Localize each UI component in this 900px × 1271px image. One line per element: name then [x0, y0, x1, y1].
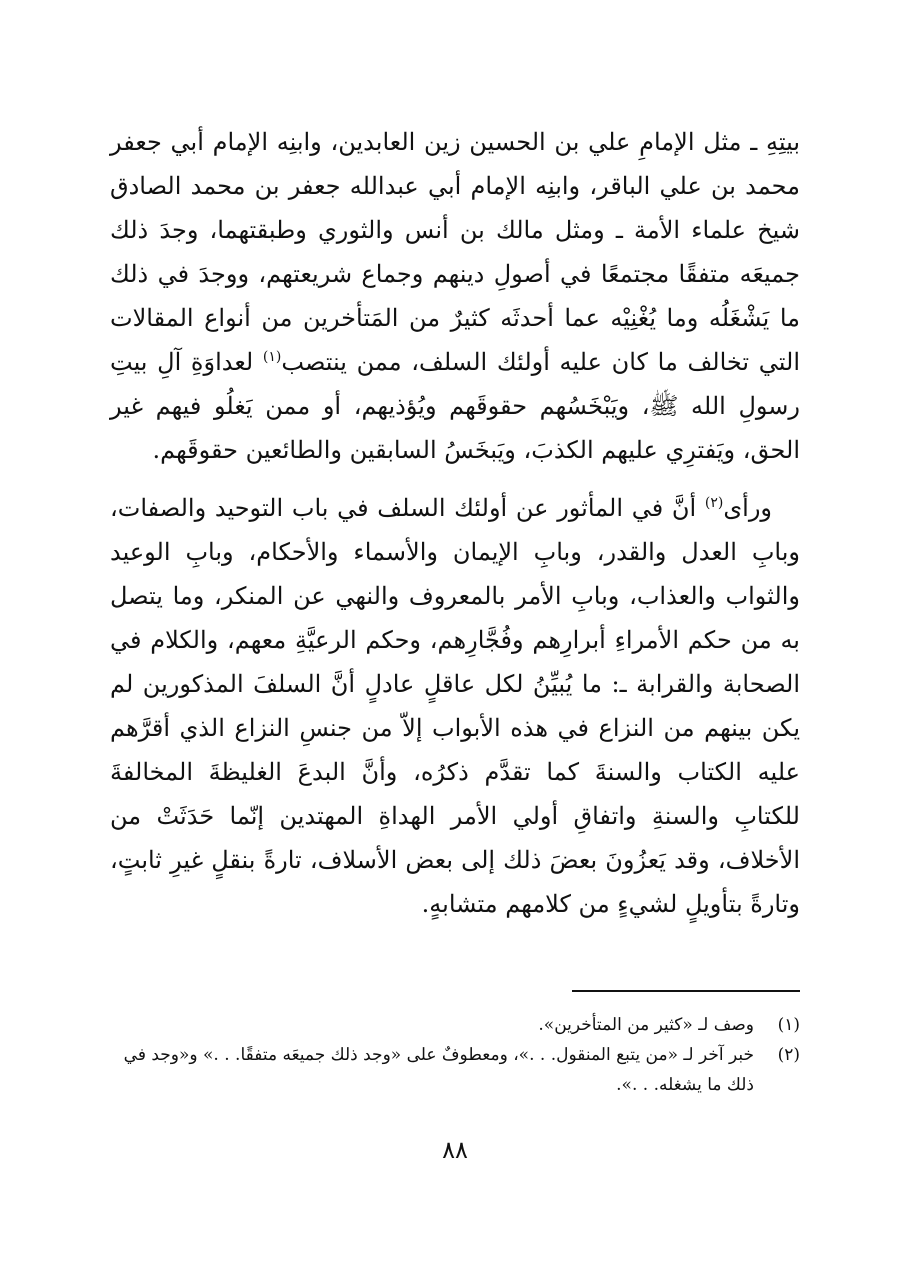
footnote-2: [110, 1040, 800, 1100]
footnote-1: [110, 1010, 800, 1040]
paragraph-2-text-b: أنَّ في المأثور عن أولئك السلف في باب التوحيد والصفات، وبابِ العدل والقدر، وبابِ الإيمان والأسماء والأحكام، وبابِ الوعيد والثواب والعذاب، وبابِ الأمر بالمعروف والنهي عن المنكر، وما يتصل به من حكم الأمراءِ أبرارِهم وفُجَّارِهم، وحكم الرعيَّةِ معهم، والكلام في الصحابة والقرابة ـ: ما يُبيِّنُ لكل عاقلٍ عادلٍ أنَّ السلفَ المذكورين لم يكن بينهم من النزاع في هذه الأبواب إلاّ من جنسِ النزاع الذي أقرَّهم عليه الكتاب والسنةَ كما تقدَّم ذكرُه، وأنَّ البدعَ الغليظةَ المخالفةَ للكتابِ والسنةِ واتفاقِ أولي الأمر الهداةِ المهتدين إنّما حَدَثَتْ من الأخلاف، وقد يَعزُونَ بعضَ ذلك إلى بعض الأسلاف، تارةً بنقلٍ غيرِ ثابتٍ، وتارةً بتأويلٍ لشيءٍ من كلامهم متشابهٍ.: [110, 494, 800, 918]
footnote-1-text: وصف لـ «كثير من المتأخرين».: [538, 1015, 754, 1035]
main-text: [110, 120, 800, 926]
paragraph-2-text-a: ورأى: [723, 494, 772, 522]
footnote-ref-2: (٢): [704, 495, 724, 511]
paragraph-1-text-a: بيتِهِ ـ مثل الإمامِ علي بن الحسين زين العابدين، وابنِه الإمام أبي جعفر محمد بن علي الباقر، وابنِه الإمام أبي عبدالله جعفر بن محمد الصادق شيخ علماء الأمة ـ ومثل مالك بن أنس والثوري وطبقتهما، وجدَ ذلك جميعَه متفقًا مجتمعًا في أصولِ دينهم وجماع شريعتهم، ووجدَ في ذلك ما يَشْغَلُه وما يُغْنِيْه عما أحدثَه كثيرٌ من المَتأخرين من أنواع المقالات التي تخالف ما كان عليه أولئك السلف، ممن ينتصب: [110, 128, 800, 376]
footnotes: [110, 1010, 800, 1100]
paragraph-1-text-b: لعداوَةِ آلِ بيتِ رسولِ الله ﷺ، ويَبْخَسُهم حقوقَهم ويُؤذيهم، أو ممن يَغلُو فيهم غير الحق، ويَفترِي عليهم الكذبَ، ويَبخَسُ السابقين والطائعين حقوقَهم.: [110, 348, 800, 464]
footnote-2-text: خبر آخر لـ «من يتبع المنقول. . .»، ومعطوفٌ على «وجد ذلك جميعَه متفقًا. . .» و«وجد في ذلك ما يشغله. . .».: [123, 1045, 754, 1095]
footnote-1-number: (١): [777, 1015, 800, 1035]
footnote-ref-1: (١): [262, 349, 282, 365]
paragraph-2: [110, 486, 800, 926]
paragraph-1: [110, 120, 800, 472]
footnote-divider: [572, 990, 800, 992]
footnote-2-number: (٢): [777, 1045, 800, 1065]
page-number: ٨٨: [442, 1136, 468, 1164]
book-page: [110, 120, 800, 1200]
